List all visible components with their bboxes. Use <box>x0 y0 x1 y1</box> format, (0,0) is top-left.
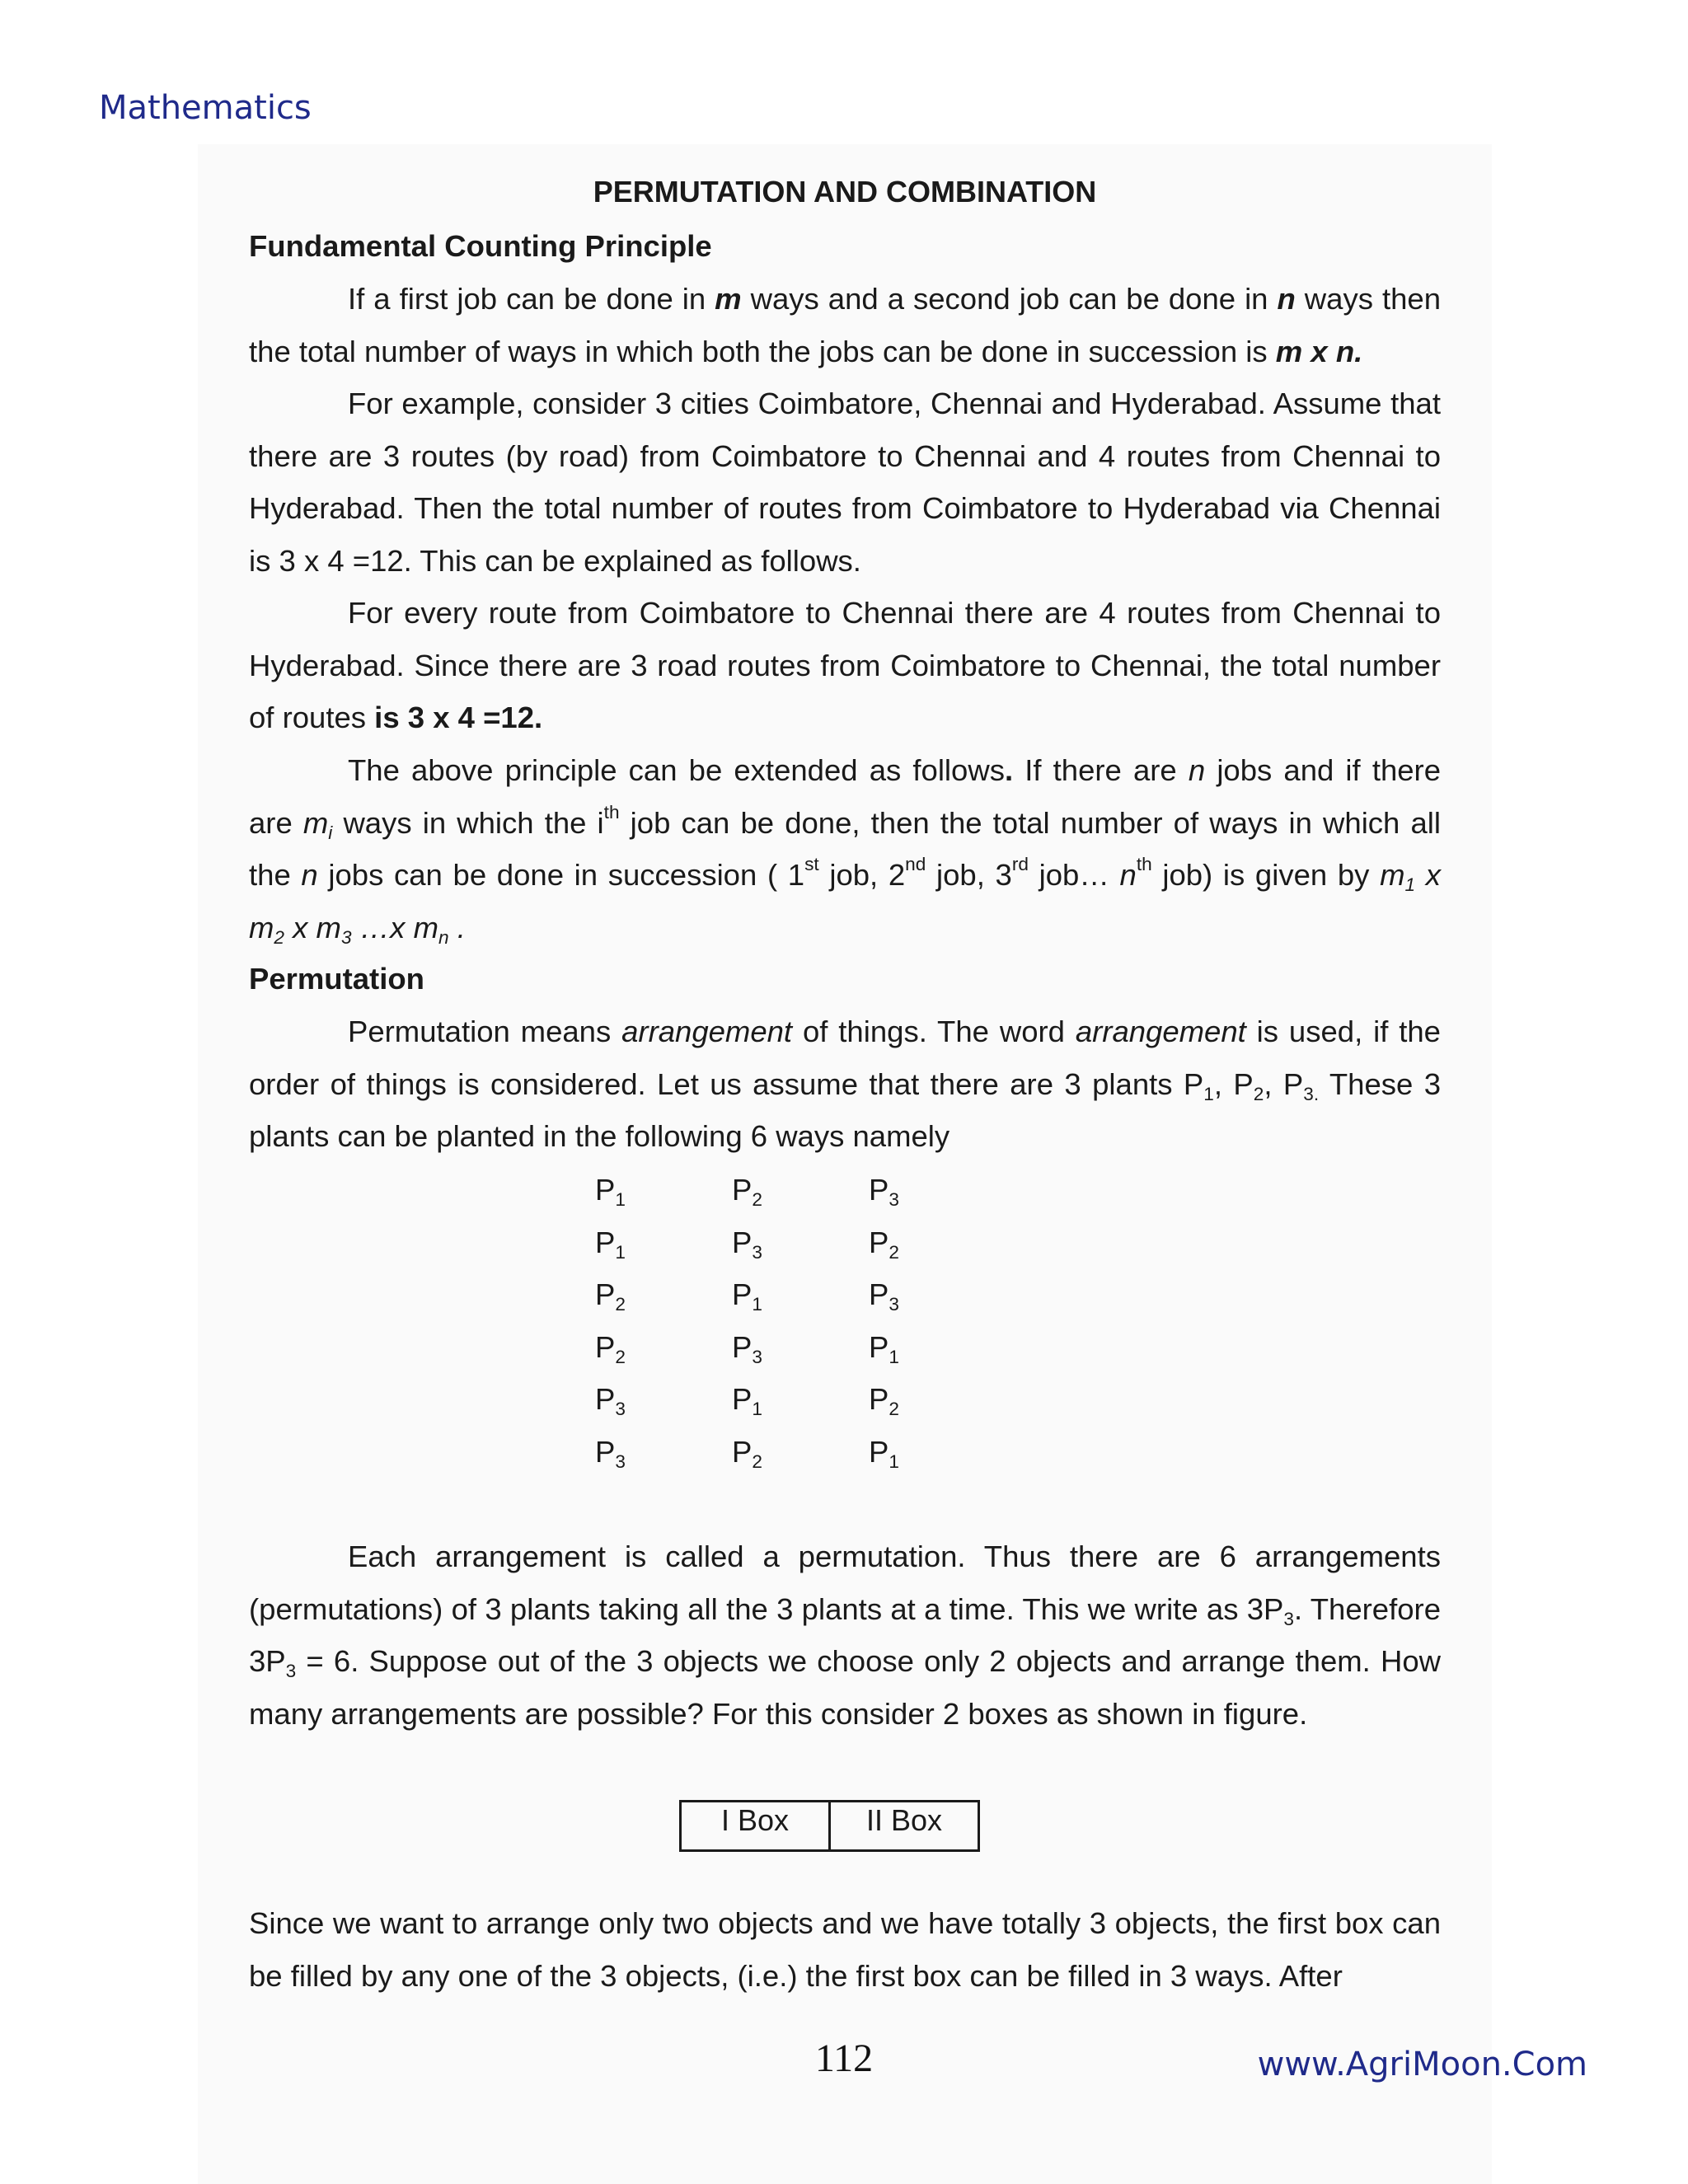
arrangement-cell: $P_2$ <box>732 1434 762 1472</box>
page-number: 112 <box>814 2036 874 2080</box>
website-link[interactable]: www.AgriMoon.Com <box>1257 2046 1587 2083</box>
arrangement-row <box>595 1164 1006 1216</box>
running-header: Mathematics <box>99 89 312 127</box>
box-one: I Box <box>681 1802 830 1851</box>
arrangement-cell: $P_1$ <box>732 1277 762 1315</box>
paragraph-permutation-definition: Permutation means arrangement of things. The word arrangement is used, if the order of things is considered. Let us assume that there are 3 plants $P_1$, $P_2$, $P_{3.}$ These 3 plants can be planted in the following 6 ways namely <box>249 1015 1441 1153</box>
arrangement-cell: $P_3$ <box>869 1277 899 1315</box>
arrangement-cell: $P_3$ <box>595 1434 626 1472</box>
arrangement-row <box>595 1373 1006 1426</box>
arrangement-row <box>595 1321 1006 1374</box>
page-title: PERMUTATION AND COMBINATION <box>593 175 1097 209</box>
arrangement-cell: $P_1$ <box>869 1329 899 1367</box>
product-formula: $m_1$ x $m_2$ x $m_3$ …x $m_n$ . <box>249 858 1441 948</box>
arrangement-cell: $P_2$ <box>732 1173 762 1210</box>
arrangement-cell: $P_3$ <box>869 1173 899 1210</box>
arrangement-row <box>595 1268 1006 1321</box>
section-heading-counting-principle: Fundamental Counting Principle <box>249 229 712 263</box>
arrangement-row <box>595 1216 1006 1269</box>
paragraph-permutation-count: Each arrangement is called a permutation. Thus there are 6 arrangements (permutations) of 3 plants taking all the 3 plants at a time. This we write as $3P_3$. Therefore $3P_3 = 6$. Suppose out of the 3 objects we choose only 2 objects and arrange them. How many arrangements are possible? For this consider 2 boxes as shown in figure. <box>249 1540 1441 1731</box>
arrangement-cell: $P_1$ <box>732 1382 762 1419</box>
arrangement-cell: $P_3$ <box>732 1329 762 1367</box>
arrangement-cell: $P_1$ <box>595 1225 626 1263</box>
paragraph-extension: The above principle can be extended as follows. If there are n jobs and if there are $m_i$ ways in which the $i^{th}$ job can be done, then the total number of ways in which all the n jobs can be done in succession ( 1st job, 2nd job, 3rd job… $n^{th}$ job) is given by $m_1$ x $m_2$ x $m_3$ …x $m_n$ . <box>249 753 1442 948</box>
box-two: II Box <box>830 1802 979 1851</box>
paragraph-explanation: For every route from Coimbatore to Chennai there are 4 routes from Chennai to Hyderabad. Since there are 3 road routes from Coimbatore to Chennai, the total number of routes is 3 x 4 =12. <box>249 596 1441 734</box>
boxes-figure <box>679 1800 980 1852</box>
arrangements-table <box>595 1164 1006 1478</box>
section-heading-permutation: Permutation <box>249 962 424 996</box>
paragraph-box-filling: Since we want to arrange only two objects and we have totally 3 objects, the first box can be filled by any one of the 3 objects, (i.e.) the first box can be filled in 3 ways. After <box>249 1906 1441 1993</box>
arrangement-cell: $P_1$ <box>869 1434 899 1472</box>
paragraph-example: For example, consider 3 cities Coimbatore, Chennai and Hyderabad. Assume that there are 3 routes (by road) from Coimbatore to Chennai and 4 routes from Chennai to Hyderabad. Then the total number of routes from Coimbatore to Hyderabad via Chennai is 3 x 4 =12. This can be explained as follows. <box>249 387 1441 578</box>
arrangement-cell: $P_2$ <box>595 1277 626 1315</box>
arrangement-cell: $P_2$ <box>869 1382 899 1419</box>
arrangement-cell: $P_3$ <box>732 1225 762 1263</box>
arrangement-cell: $P_1$ <box>595 1173 626 1210</box>
paragraph-counting-principle: If a first job can be done in m ways and a second job can be done in n ways then the total number of ways in which both the jobs can be done in succession is m x n. <box>249 282 1442 368</box>
arrangement-cell: $P_2$ <box>595 1329 626 1367</box>
arrangement-row <box>595 1426 1006 1479</box>
arrangement-cell: $P_3$ <box>595 1382 626 1419</box>
arrangement-cell: $P_2$ <box>869 1225 899 1263</box>
